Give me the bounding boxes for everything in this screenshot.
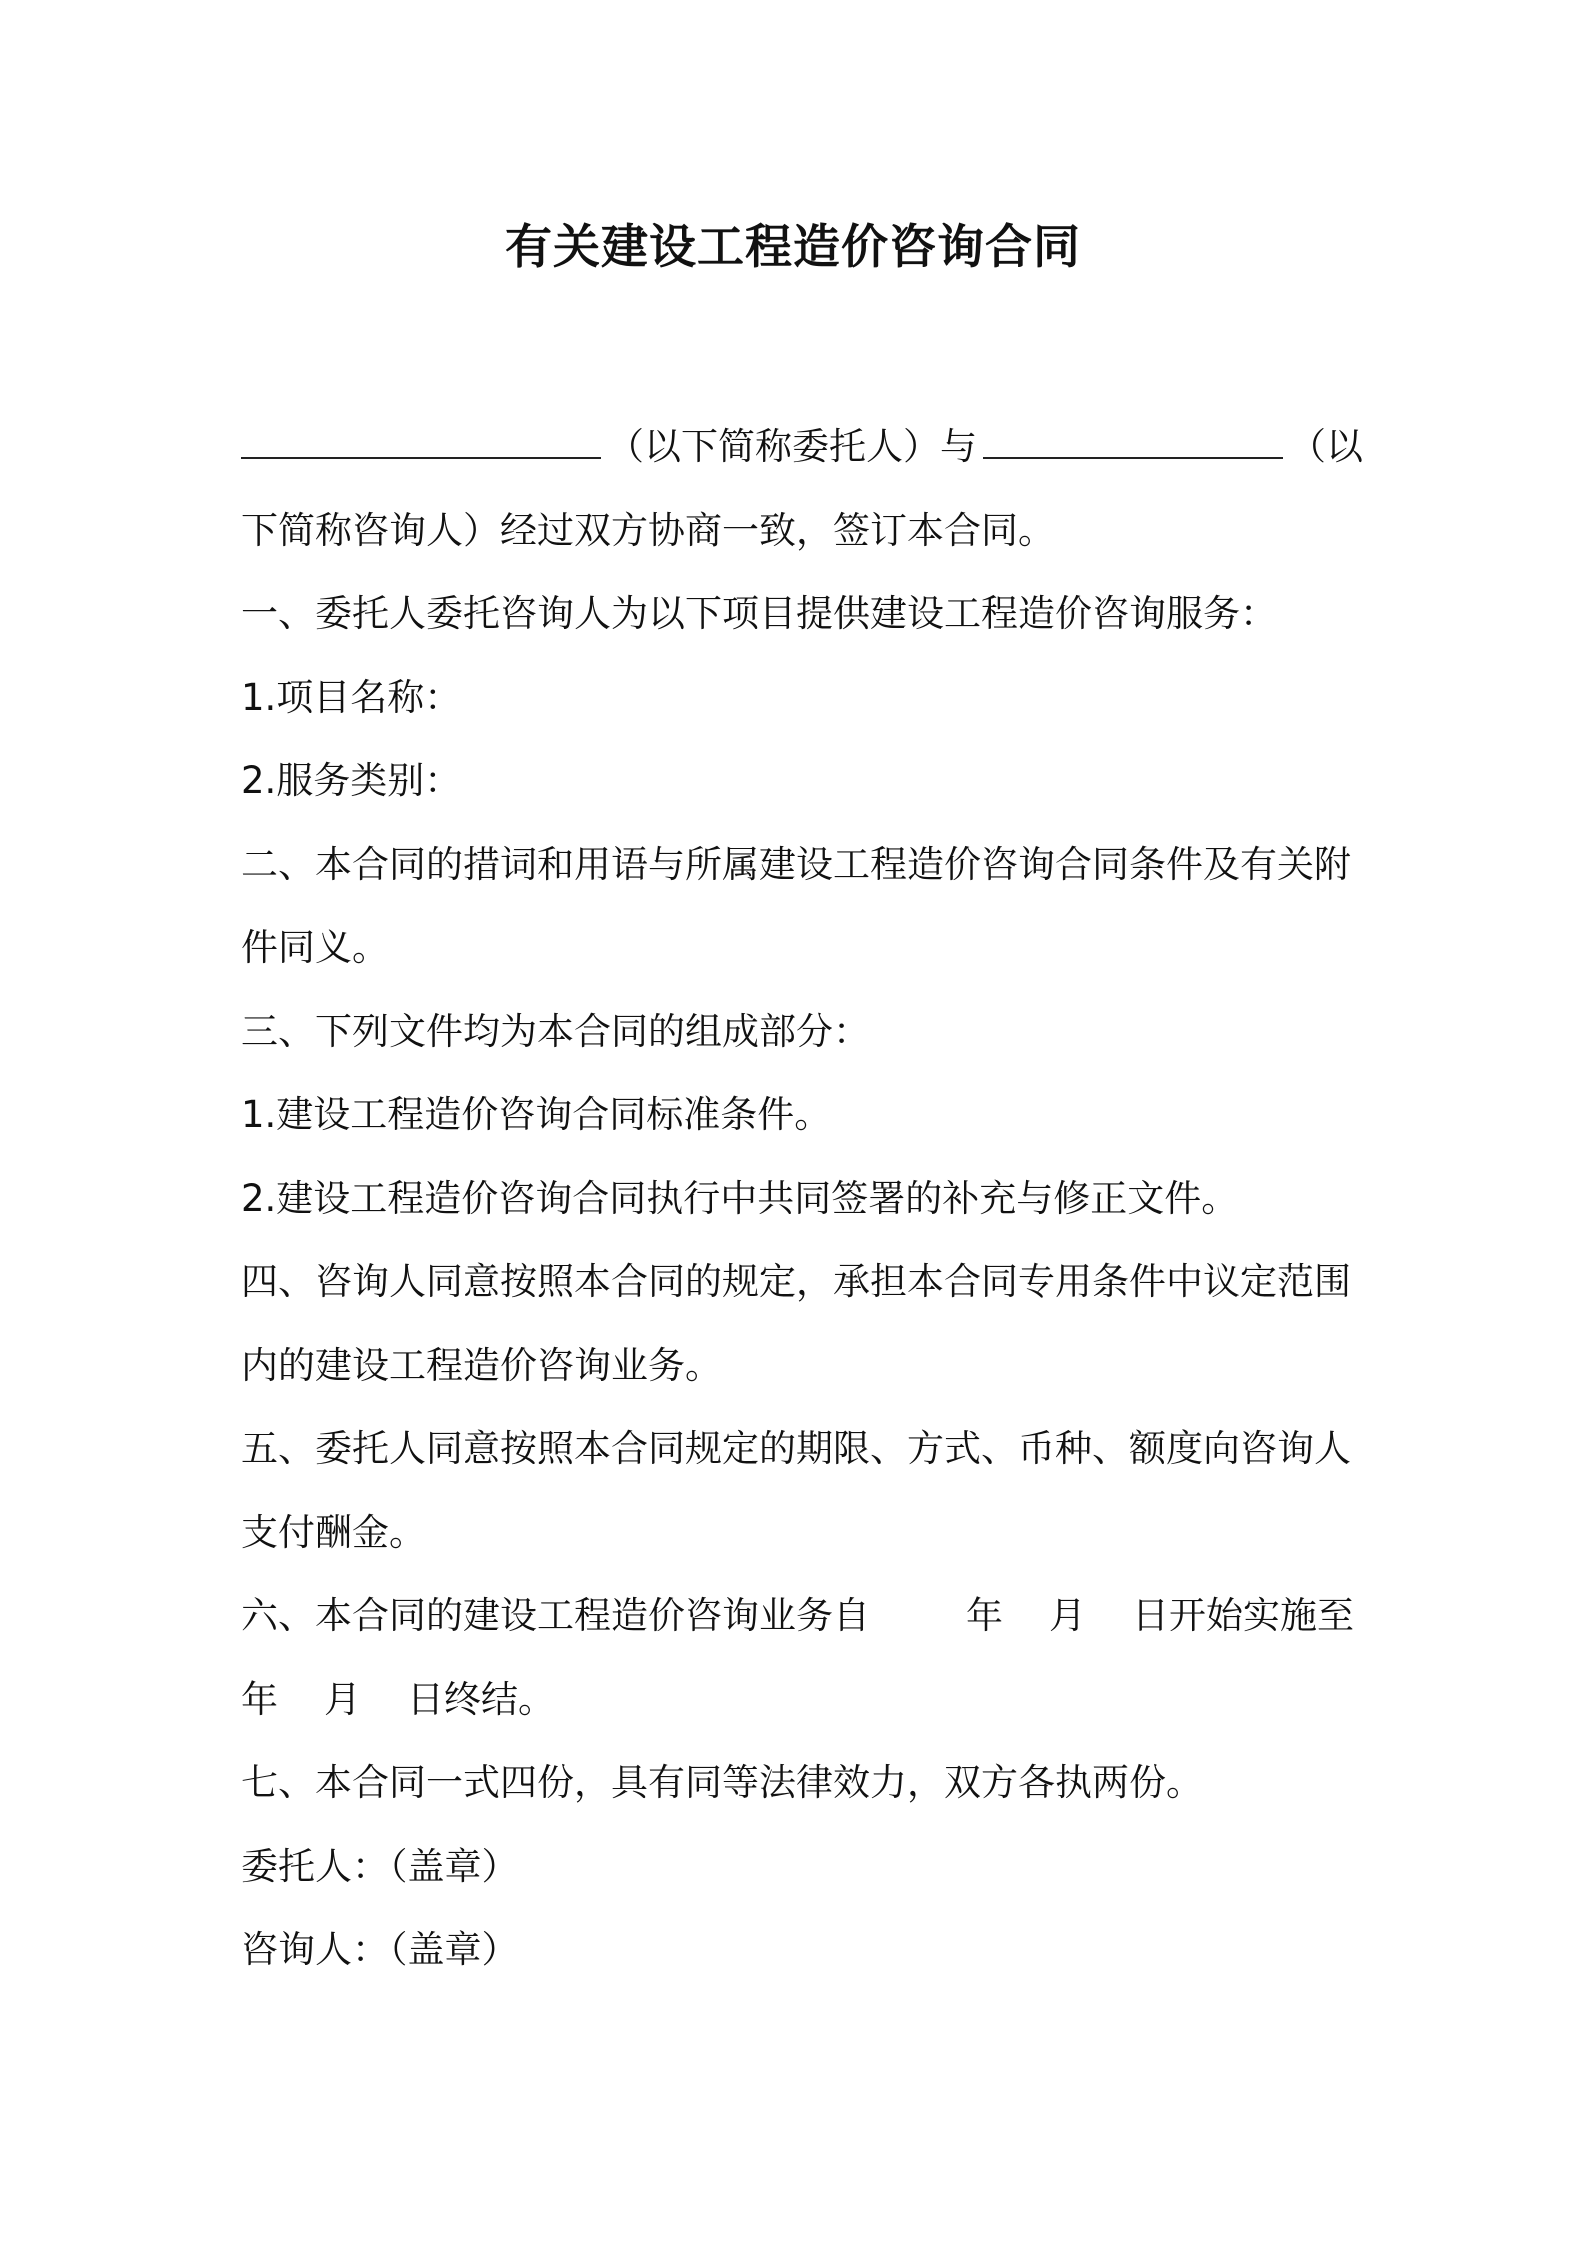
end-year-label: 年: [241, 1677, 278, 1721]
clause-6-line-2: [241, 1658, 1361, 1742]
clause-3-item-2: 2.建设工程造价咨询合同执行中共同签署的补充与修正文件。: [241, 1176, 1239, 1220]
client-alias-text: （以下简称委托人）与: [607, 425, 977, 468]
intro-line-2: 下简称咨询人）经过双方协商一致，签订本合同。: [241, 508, 1055, 552]
contract-body: [241, 405, 1361, 1992]
client-signature: 委托人：（盖章）: [241, 1844, 519, 1888]
end-month-label: 月: [324, 1677, 361, 1721]
clause-2-line-1: 二、本合同的措词和用语与所属建设工程造价咨询合同条件及有关附: [241, 842, 1351, 886]
clause-7: 七、本合同一式四份，具有同等法律效力，双方各执两份。: [241, 1761, 1203, 1804]
clause-5-line-1: 五、委托人同意按照本合同规定的期限、方式、币种、额度向咨询人: [241, 1427, 1351, 1470]
clause-4-line-2: 内的建设工程造价咨询业务。: [241, 1343, 722, 1387]
document-title: 有关建设工程造价咨询合同: [505, 220, 1081, 275]
clause-5-line-2: 支付酬金。: [241, 1510, 426, 1554]
clause-6-line-1: [241, 1574, 1361, 1658]
start-day-label: 日开始实施至: [1132, 1594, 1354, 1637]
consultant-alias-start: （以: [1289, 425, 1363, 468]
start-month-label: 月: [1049, 1594, 1086, 1637]
clause-1-item-2: 2.服务类别：: [241, 759, 462, 802]
clause-3-item-1: 1.建设工程造价咨询合同标准条件。: [241, 1093, 832, 1136]
clause-2-line-2: 件同义。: [241, 926, 389, 969]
clause-1-item-1: 1.项目名称：: [241, 675, 462, 719]
clause-6-prefix: 六、本合同的建设工程造价咨询业务自: [241, 1594, 870, 1637]
clause-1-heading: 一、委托人委托咨询人为以下项目提供建设工程造价咨询服务：: [241, 592, 1277, 635]
end-day-label: 日终结。: [407, 1677, 555, 1721]
consultant-name-blank: [983, 429, 1283, 459]
start-year-label: 年: [966, 1594, 1003, 1637]
intro-line-1: [241, 405, 1361, 489]
consultant-signature: 咨询人：（盖章）: [241, 1928, 519, 1971]
clause-3-heading: 三、下列文件均为本合同的组成部分：: [241, 1009, 870, 1053]
clause-4-line-1: 四、咨询人同意按照本合同的规定，承担本合同专用条件中议定范围: [241, 1260, 1351, 1303]
client-name-blank: [241, 429, 601, 459]
